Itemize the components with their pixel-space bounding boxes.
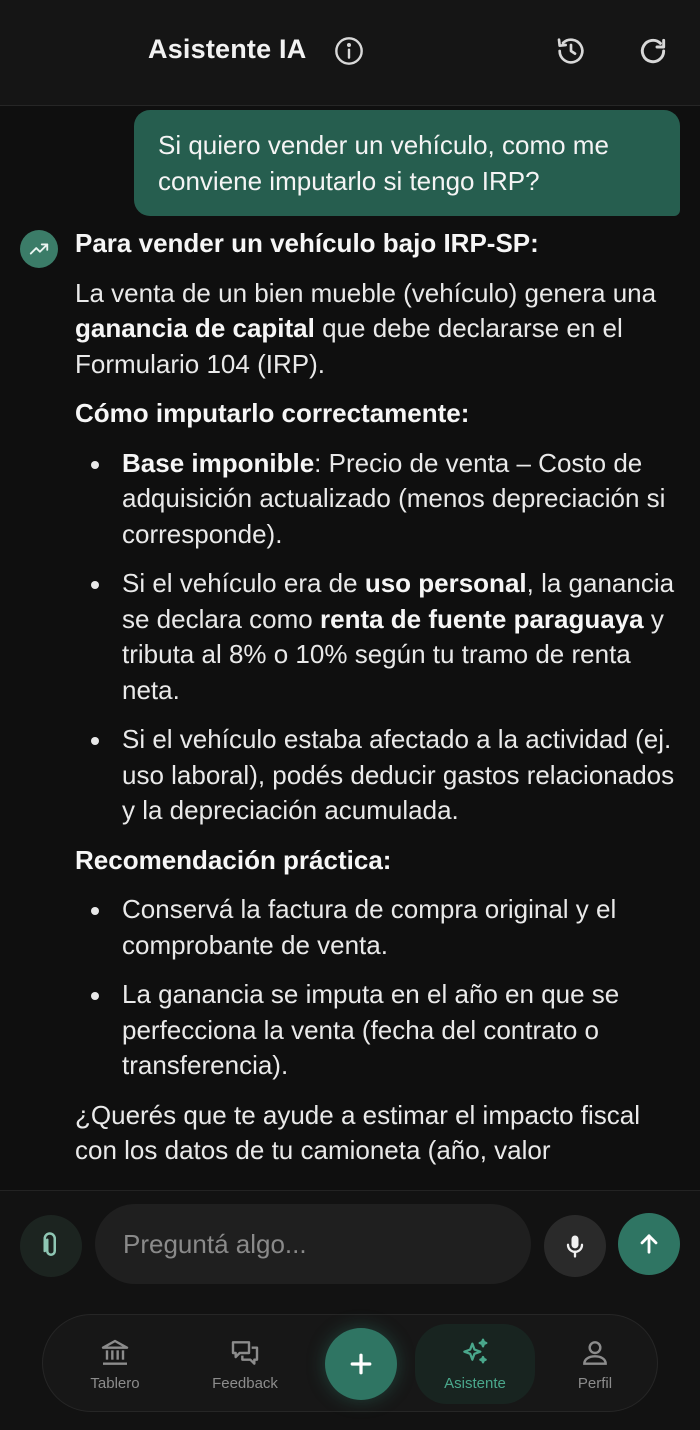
chat-bubbles-icon (229, 1337, 261, 1369)
microphone-icon (561, 1232, 589, 1260)
nav-item-feedback[interactable] (185, 1315, 305, 1413)
nav-label: Tablero (90, 1374, 140, 1392)
history-icon[interactable] (554, 34, 588, 68)
assistant-avatar (20, 230, 58, 268)
list-item: Si el vehículo era de uso personal, la ganancia se declara como renta de fuente paraguaya y tributa al 8% o 10% según tu tramo de renta neta. (122, 566, 675, 708)
composer-bar (0, 1190, 700, 1430)
top-bar (0, 0, 700, 106)
attach-button[interactable] (20, 1215, 82, 1277)
info-icon[interactable] (332, 34, 366, 68)
nav-item-asistente[interactable] (415, 1324, 535, 1404)
send-button[interactable] (618, 1213, 680, 1275)
refresh-icon[interactable] (636, 34, 670, 68)
answer-heading: Para vender un vehículo bajo IRP-SP: (75, 228, 539, 258)
plus-icon (346, 1349, 376, 1379)
chat-thread (0, 106, 700, 1190)
paperclip-icon (36, 1231, 66, 1261)
add-button[interactable] (325, 1328, 397, 1400)
nav-item-tablero[interactable] (55, 1315, 175, 1413)
bottom-nav (42, 1314, 658, 1412)
nav-label: Perfil (577, 1374, 613, 1392)
assistant-message (75, 226, 675, 1183)
nav-label: Asistente (444, 1374, 506, 1392)
user-message-bubble: Si quiero vender un vehículo, como me conviene imputarlo si tengo IRP? (134, 110, 680, 216)
nav-label: Feedback (212, 1374, 278, 1392)
list-item: Base imponible: Precio de venta – Costo de adquisición actualizado (menos depreciación si corresponde). (122, 446, 675, 553)
imputation-list (75, 446, 675, 829)
list-item: La ganancia se imputa en el año en que se perfecciona la venta (fecha del contrato o transferencia). (122, 977, 675, 1084)
list-item: Conservá la factura de compra original y el comprobante de venta. (122, 892, 675, 963)
answer-closing: ¿Querés que te ayude a estimar el impacto fiscal con los datos de tu camioneta (año, valor (75, 1099, 641, 1165)
list-item: Si el vehículo estaba afectado a la actividad (ej. uso laboral), podés deducir gastos relacionados y la depreciación acumulada. (122, 722, 675, 829)
nav-item-perfil[interactable] (535, 1315, 655, 1413)
page-title: Asistente IA (148, 34, 307, 64)
bank-icon (99, 1337, 131, 1369)
section-heading-recommendation: Recomendación práctica: (75, 844, 392, 875)
arrow-up-icon (635, 1230, 663, 1258)
microphone-button[interactable] (544, 1215, 606, 1277)
answer-intro: La venta de un bien mueble (vehículo) genera una ganancia de capital que debe declararse en el Formulario 104 (IRP). (75, 277, 657, 379)
user-icon (579, 1337, 611, 1369)
section-heading-imputation: Cómo imputarlo correctamente: (75, 398, 470, 428)
recommendation-list (75, 892, 675, 1084)
trend-up-icon (28, 238, 50, 260)
message-input[interactable] (95, 1204, 531, 1284)
sparkles-icon (459, 1337, 491, 1369)
